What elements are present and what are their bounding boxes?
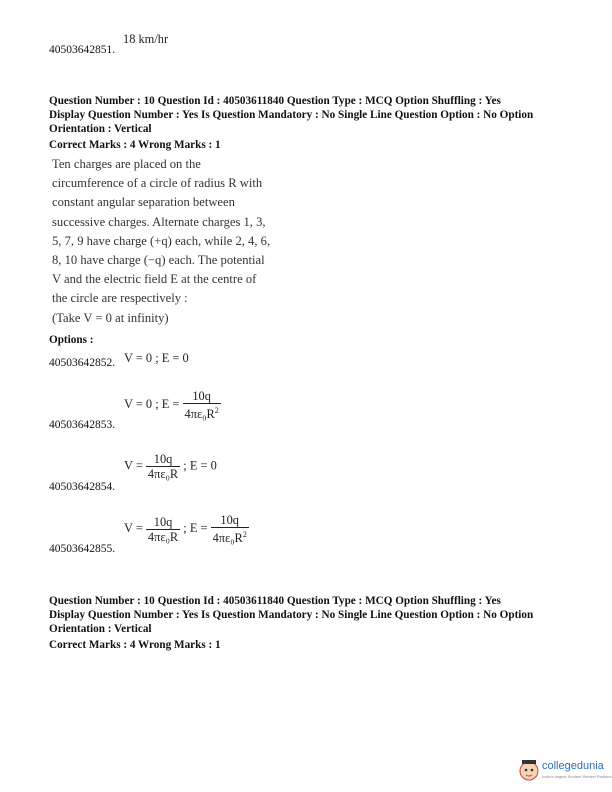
question-text-line: V and the electric field E at the centre of: [52, 272, 257, 287]
question-text-line: Ten charges are placed on the: [52, 157, 201, 171]
numerator: 10q: [183, 389, 221, 404]
fraction: [146, 452, 180, 481]
question-meta-line-2: Display Question Number : Yes Is Question Mandatory : No Single Line Question Option : No Option: [49, 109, 534, 121]
option-3-suffix: ; E = 0: [183, 458, 217, 473]
option-1-formula: V = 0 ; E = 0: [124, 351, 189, 365]
question-meta-line-3: Orientation : Vertical: [49, 123, 152, 135]
question-text-line: 5, 7, 9 have charge (+q) each, while 2, 4, 6,: [52, 233, 271, 248]
fraction: [183, 389, 221, 421]
previous-option-id: 40503642851.: [49, 44, 116, 56]
option-4-mid: ; E =: [183, 520, 211, 535]
logo-mascot-icon: [518, 758, 540, 782]
question-text-line: successive charges. Alternate charges 1, 3,: [52, 214, 266, 229]
option-2-formula: [124, 389, 221, 421]
logo-name: collegedunia: [542, 760, 604, 772]
option-3-formula: V = $\frac{10q}{\text{4πε₀R}}$ ; E = 0: [124, 452, 217, 481]
option-4-formula: V = $\frac{10q}{\text{4πε₀R}}$ ; E = $\frac{10q}{4\pi\varepsilon_0R^2}$: [124, 513, 247, 546]
next-question-meta: [49, 594, 589, 636]
question-meta-line-1: Question Number : 10 Question Id : 40503611840 Question Type : MCQ Option Shuffling : Yes: [49, 95, 501, 107]
question-text: [52, 155, 298, 328]
logo-tagline: India's largest Student Review Platform: [542, 774, 612, 779]
options-label: Options :: [49, 334, 94, 346]
question-text-line: (Take V = 0 at infinity): [52, 310, 169, 325]
next-question-marks: Correct Marks : 4 Wrong Marks : 1: [49, 639, 221, 651]
question-meta-line-2: Display Question Number : Yes Is Question Mandatory : No Single Line Question Option : No Option: [49, 609, 534, 621]
question-meta: [49, 94, 589, 136]
previous-option-value: 18 km/hr: [123, 32, 169, 46]
question-text-line: circumference of a circle of radius R with: [52, 176, 263, 191]
denominator: $4\pi\varepsilon_0R^2$: [184, 406, 219, 422]
question-meta-line-3: Orientation : Vertical: [49, 623, 152, 635]
numerator: 10q: [146, 452, 180, 467]
option-id: 40503642855.: [49, 543, 116, 555]
fraction: [211, 513, 249, 545]
option-2-prefix: V = 0 ; E =: [124, 396, 183, 411]
question-text-line: the circle are respectively :: [52, 291, 188, 306]
question-text-line: constant angular separation between: [52, 195, 235, 210]
fraction: [146, 515, 180, 544]
numerator: 10q: [146, 515, 180, 530]
question-marks: Correct Marks : 4 Wrong Marks : 1: [49, 139, 221, 151]
collegedunia-logo: [516, 756, 612, 788]
denominator: $4\pi\varepsilon_0R^2$: [212, 530, 247, 546]
denominator: 4πε₀R: [147, 467, 179, 481]
numerator: 10q: [211, 513, 249, 528]
question-text-line: 8, 10 have charge (−q) each. The potential: [52, 253, 265, 268]
option-id: 40503642853.: [49, 419, 116, 431]
option-id: 40503642854.: [49, 481, 116, 493]
denominator: 4πε₀R: [147, 529, 179, 544]
question-meta-line-1: Question Number : 10 Question Id : 40503611840 Question Type : MCQ Option Shuffling : Yes: [49, 595, 501, 607]
option-id: 40503642852.: [49, 357, 116, 369]
